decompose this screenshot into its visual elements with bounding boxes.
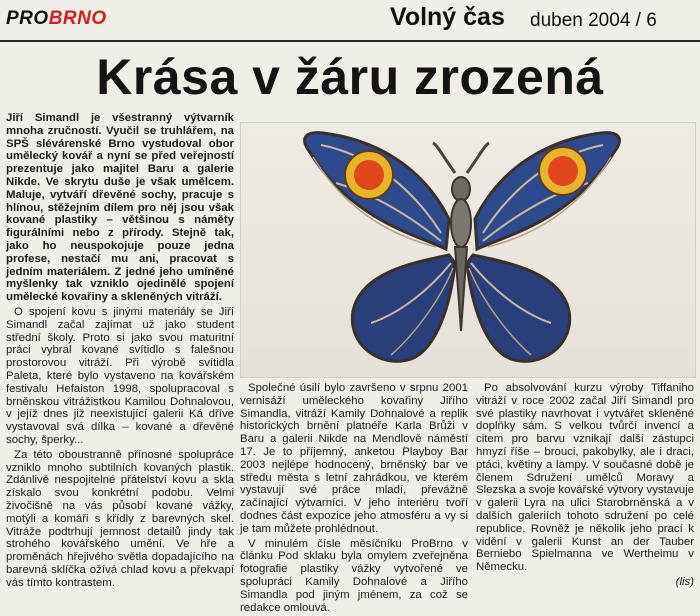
article-paragraph-1: O spojení kovu s jinými materiály se Jiří Simandl začal zajímat už jako student střední školy. Proto si jako svou maturitní práci vybral kované svítidlo s falešnou prostorovou vitráží. Při výrobě svítidla Paleta, které bylo vystaveno na kovářském festivalu Hefaiston 1998, spolupracoval s brněnskou vitrážistkou Kamilou Dohnalovou, v jejíž dnes již neexistující galerii Ká dříve vystavoval svá dílka – kované a dřevěné sochy, šperky... bbox=[6, 305, 234, 446]
butterfly-sculpture-photo bbox=[240, 122, 696, 378]
article-column-2 bbox=[240, 382, 468, 616]
article-paragraph-2: Za této oboustranně přínosné spolupráce vzniklo mnoho subtilních kovaných plastik. Zdánlivě nespojitelné přátelství kovu a skla získalo svou konkrétní podobu. Velmi živočišně na vás působí kované vážky, motýli a komáři s křídly z barevných skel. Vitráže podtrhují jemnost detailů jindy tak strohého kovářského umění. Ve hře a proměnách hřejivého světla dopadajícího na barevná sklíčka ožívá chlad kovu a překvapí vás tímto kontrastem. bbox=[6, 448, 234, 589]
author-signature: (lis) bbox=[675, 575, 694, 588]
butterfly-illustration bbox=[241, 123, 695, 377]
section-title: Volný čas bbox=[390, 3, 505, 31]
logo-pro-text: PRO bbox=[6, 8, 49, 29]
article-column-3 bbox=[476, 382, 694, 589]
issue-date: duben 2004 / 6 bbox=[530, 10, 657, 31]
article-lead: Jiří Simandl je všestranný výtvarník mnoha zručností. Vyučil se truhlářem, na SPŠ slévárenské Brno vystudoval obor umělecký kovář a nyní se před veřejností prezentuje jako majitel Baru a galerie Nikde. Ve skrytu duše je však umělcem. Maluje, vytváří dřevěné sochy, pracuje s hlínou, stěžejním dílem pro něj jsou však kované plastiky – většinou s náměty figurálními nebo z přírody. Stejně tak, jako ho neuspokojuje pouze jedna profese, nestačí mu ani, pracovat s jedním materiálem. Z jedné jeho umíněné myšlenky tak vzniklo ojedinělé spojení umělecké kovařiny a skleněných vitráží. bbox=[6, 112, 234, 304]
article-paragraph-5: Po absolvování kurzu výroby Tiffaniho vitráží v roce 2002 začal Jiří Simandl pro své plastiky navrhovat i vytvářet skleněné doplňky sám. S velkou tvůrčí invencí a citem pro barvu vznikají další zástupci hmyzí říše – brouci, pakobylky, ale i draci, ptáci, květiny a lampy. V současné době je členem Sdružení umělců Moravy a Slezska a svoje kovářské výtvory vystavuje v galerii Lyra na ulici Starobrněnská a v dalších galeriích tohoto sdružení po celé republice. Rovněž je několik jeho prací k vidění v galerii Kunst an der Tauber Berniebo Spielmanna ve Wertheimu v Německu. bbox=[476, 382, 694, 574]
photo-background bbox=[241, 123, 695, 377]
probrno-logo bbox=[6, 8, 107, 30]
article-correction-note: V minulém čísle měsíčníku ProBrno v článku Pod sklaku byla omylem zveřejněna fotografie plastiky vážky vytvořené ve spolupráci Kamily Dohnalové a Jiřího Simandla pod jiným jménem, za což se redakce omlouvá. bbox=[240, 537, 468, 614]
headline: Krása v žáru zrozená bbox=[96, 49, 604, 105]
article-paragraph-3: Společné úsilí bylo završeno v srpnu 2001 vernisáží uměleckého kovařiny Jiřího Simandla, vitráží Kamily Dohnalové a replik historických brnění platnéře Karla Brůži v Baru a galerii Nikde na Mendlově náměstí 17. Je to příjemný, anketou Playboy Bar 2003 nejlépe hodnocený, brněnský bar ve středu města s letní zahrádkou, ve kterém vystavují své práce mladí, převážně začínající výtvarníci. V jeho interiéru tvoří dodnes část expozice jeho atmosféru a vy si je tam můžete prohlédnout. bbox=[240, 382, 468, 535]
logo-brno-text: BRNO bbox=[48, 8, 107, 29]
article-column-1 bbox=[6, 112, 234, 591]
masthead bbox=[0, 0, 700, 42]
